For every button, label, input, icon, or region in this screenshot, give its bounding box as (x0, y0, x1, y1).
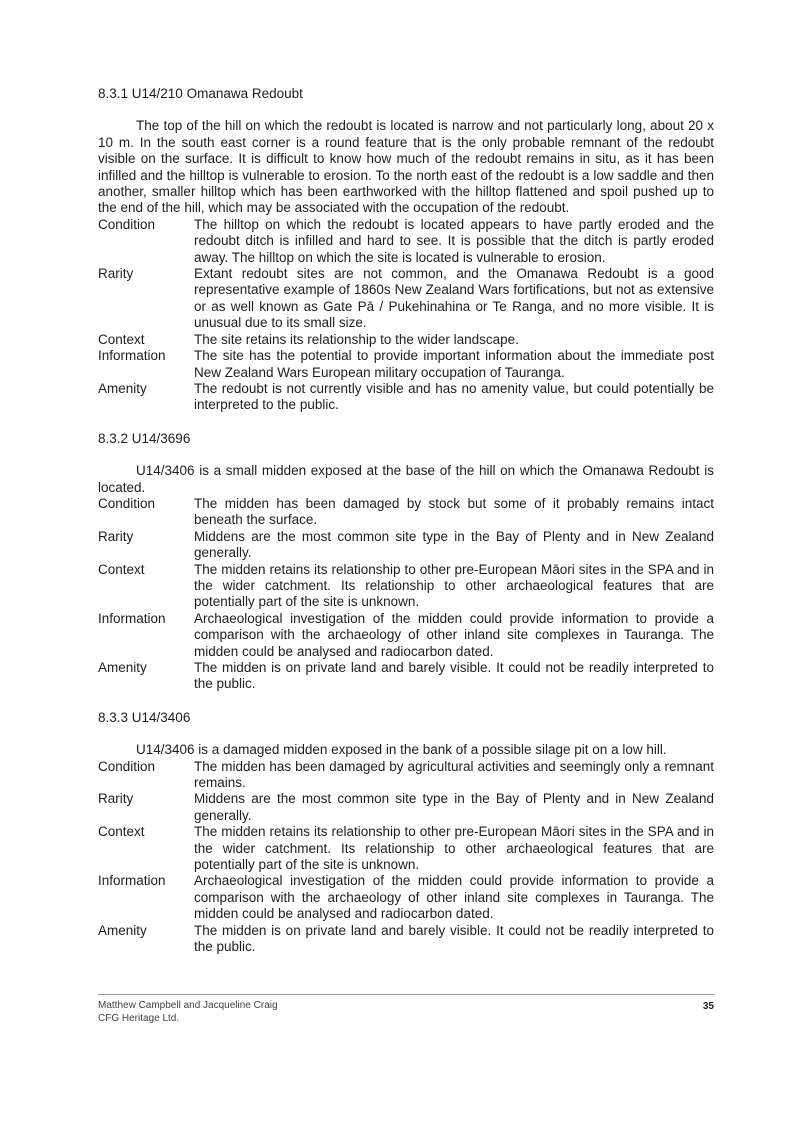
row-text: The midden is on private land and barely visible. It could not be readily interpreted to the public. (194, 922, 714, 955)
assessment-row-context (98, 824, 714, 873)
row-label: Rarity (98, 528, 134, 544)
row-label: Information (98, 873, 166, 889)
row-label: Context (98, 824, 145, 840)
section-8-3-1 (98, 86, 714, 414)
assessment-row-context (98, 332, 714, 348)
row-text: The redoubt is not currently visible and has no amenity value, but could potentially be interpreted to the public. (194, 380, 714, 413)
assessment-row-condition (98, 759, 714, 792)
section-spacer (98, 693, 714, 710)
assessment-row-amenity (98, 381, 714, 414)
row-label: Condition (98, 216, 156, 232)
section-spacer (98, 414, 714, 431)
assessment-row-information (98, 873, 714, 922)
section-8-3-2 (98, 431, 714, 693)
document-page (98, 86, 714, 956)
row-text: Extant redoubt sites are not common, and the Omanawa Redoubt is a good representative example of 1860s New Zealand Wars fortifications, but not as extensive or as well known as Gate Pā / Pukehinahina or Te Ranga, and no more visible. It is unusual due to its small size. (194, 266, 714, 331)
row-label: Amenity (98, 660, 147, 675)
row-text: Archaeological investigation of the midden could provide information to provide a comparison with the archaeology of other inland site complexes in Tauranga. The midden could be analysed and radiocarbon dated. (194, 610, 714, 659)
assessment-row-information (98, 611, 714, 660)
row-label: Context (98, 561, 145, 577)
row-label: Rarity (98, 266, 134, 282)
page-footer (98, 994, 714, 1025)
footer-authors: Matthew Campbell and Jacqueline Craig (98, 1000, 278, 1011)
row-text: Archaeological investigation of the midden could provide information to provide a comparison with the archaeology of other inland site complexes in Tauranga. The midden could be analysed and radiocarbon dated. (194, 873, 714, 922)
assessment-row-rarity (98, 529, 714, 562)
row-text: Middens are the most common site type in the Bay of Plenty and in New Zealand generally. (194, 791, 714, 823)
assessment-row-rarity (98, 266, 714, 332)
section-intro: The top of the hill on which the redoubt is located is narrow and not particularly long, about 20 x 10 m. In the south east corner is a round feature that is the only probable remnant of the redoubt visible on the surface. It is difficult to know how much of the redoubt remains in situ, as it has been infilled and the hilltop is vulnerable to erosion. To the north east of the redoubt is a low saddle and then another, smaller hilltop which has been earthworked with the hilltop flattened and spoil pushed up to the end of the hill, which may be associated with the occupation of the redoubt. (98, 118, 714, 216)
row-text: The midden retains its relationship to other pre-European Māori sites in the SPA and in the wider catchment. Its relationship to other archaeological features that are potentially part of the site is unknown. (194, 561, 714, 610)
assessment-row-information (98, 348, 714, 381)
section-heading: 8.3.1 U14/210 Omanawa Redoubt (98, 86, 303, 101)
row-label: Amenity (98, 922, 147, 938)
assessment-row-rarity (98, 791, 714, 824)
assessment-row-context (98, 562, 714, 611)
section-8-3-3 (98, 710, 714, 956)
assessment-table (98, 496, 714, 693)
row-text: The site retains its relationship to the wider landscape. (194, 331, 519, 347)
section-intro: U14/3406 is a small midden exposed at the base of the hill on which the Omanawa Redoubt is located. (98, 463, 714, 495)
assessment-row-amenity (98, 923, 714, 956)
row-text: The midden has been damaged by stock but some of it probably remains intact beneath the surface. (194, 495, 714, 528)
row-label: Amenity (98, 380, 147, 396)
assessment-row-amenity (98, 660, 714, 693)
row-label: Information (98, 610, 166, 626)
page-number: 35 (702, 1001, 714, 1012)
assessment-table (98, 217, 714, 414)
row-label: Information (98, 348, 166, 364)
row-text: The site has the potential to provide important information about the immediate post New Zealand Wars European military occupation of Tauranga. (194, 348, 714, 380)
footer-company: CFG Heritage Ltd. (98, 1012, 180, 1024)
section-intro: U14/3406 is a damaged midden exposed in the bank of a possible silage pit on a low hill. (136, 742, 667, 758)
row-label: Condition (98, 495, 156, 511)
row-label: Context (98, 331, 145, 347)
row-text: The midden retains its relationship to other pre-European Māori sites in the SPA and in the wider catchment. Its relationship to other archaeological features that are potentially part of the site is unknown. (194, 824, 714, 873)
assessment-table (98, 759, 714, 956)
row-text: The midden is on private land and barely visible. It could not be readily interpreted to the public. (194, 660, 714, 692)
assessment-row-condition (98, 217, 714, 266)
row-text: Middens are the most common site type in the Bay of Plenty and in New Zealand generally. (194, 528, 714, 561)
row-label: Rarity (98, 791, 134, 807)
section-heading: 8.3.3 U14/3406 (98, 709, 191, 725)
assessment-row-condition (98, 496, 714, 529)
row-text: The hilltop on which the redoubt is located appears to have partly eroded and the redoubt ditch is infilled and hard to see. It is possible that the ditch is partly eroded away. The hilltop on which the site is located is vulnerable to erosion. (194, 216, 714, 265)
row-text: The midden has been damaged by agricultural activities and seemingly only a remnant remains. (194, 758, 714, 791)
row-label: Condition (98, 758, 156, 774)
section-heading: 8.3.2 U14/3696 (98, 430, 191, 446)
